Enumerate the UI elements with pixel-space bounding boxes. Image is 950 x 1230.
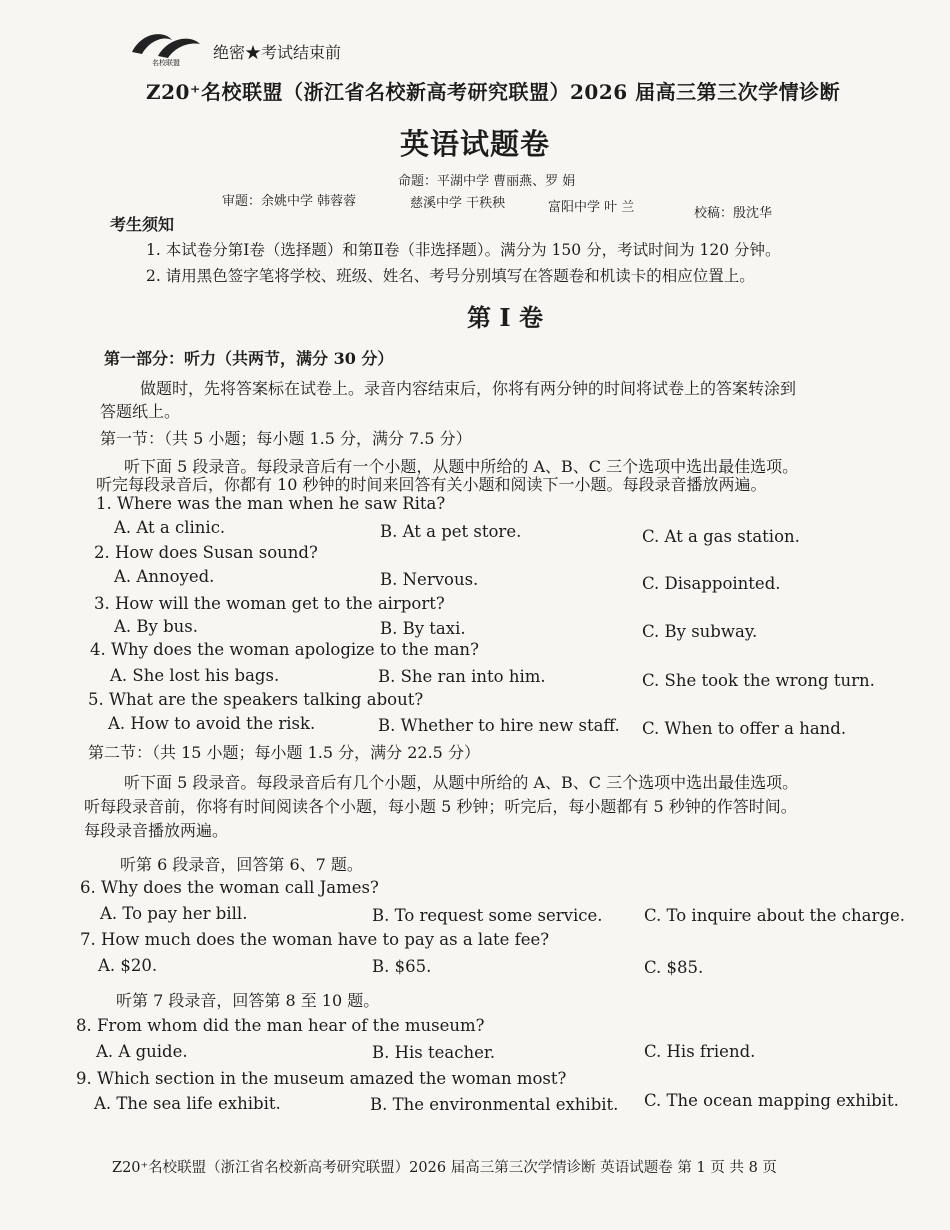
section2-title: 第二节：（共 15 小题；每小题 1.5 分，满分 22.5 分）	[88, 743, 480, 762]
section1-title: 第一节：（共 5 小题；每小题 1.5 分，满分 7.5 分）	[100, 429, 472, 448]
q4-option-b: B. She ran into him.	[378, 667, 546, 686]
group6-lead: 听第 6 段录音，回答第 6、7 题。	[120, 855, 363, 874]
alliance-logo	[128, 30, 206, 68]
notice-item-1: 1. 本试卷分第Ⅰ卷（选择题）和第Ⅱ卷（非选择题）。满分为 150 分，考试时间为 120 分钟。	[146, 241, 781, 259]
section2-instruction-1: 听下面 5 段录音。每段录音后有几个小题，从题中所给的 A、B、C 三个选项中选出最佳选项。	[124, 773, 799, 792]
question-1: 1. Where was the man when he saw Rita?	[96, 494, 446, 513]
question-8: 8. From whom did the man hear of the museum?	[76, 1016, 485, 1035]
q3-option-a: A. By bus.	[114, 617, 198, 636]
exam-main-title: Z20⁺名校联盟（浙江省名校新高考研究联盟）2026 届高三第三次学情诊断	[146, 80, 841, 104]
q5-option-b: B. Whether to hire new staff.	[378, 716, 620, 735]
q2-option-a: A. Annoyed.	[114, 567, 215, 586]
q8-option-a: A. A guide.	[96, 1042, 188, 1061]
notice-heading: 考生须知	[110, 215, 175, 234]
question-5: 5. What are the speakers talking about?	[88, 690, 424, 709]
q3-option-b: B. By taxi.	[380, 619, 466, 638]
q8-option-b: B. His teacher.	[372, 1043, 496, 1062]
q4-option-c: C. She took the wrong turn.	[642, 671, 875, 690]
q1-option-a: A. At a clinic.	[114, 518, 226, 537]
question-3: 3. How will the woman get to the airport?	[94, 594, 445, 613]
logo-text: 名校联盟	[152, 59, 180, 67]
q1-option-b: B. At a pet store.	[380, 522, 522, 541]
q4-option-a: A. She lost his bags.	[110, 666, 280, 685]
question-7: 7. How much does the woman have to pay as a late fee?	[80, 930, 550, 949]
reviewer-1: 审题：余姚中学 韩蓉蓉	[222, 194, 357, 209]
notice-item-2: 2. 请用黑色签字笔将学校、班级、姓名、考号分别填写在答题卷和机读卡的相应位置上。	[146, 267, 755, 285]
q9-option-a: A. The sea life exhibit.	[94, 1094, 281, 1113]
section2-instruction-3: 每段录音播放两遍。	[84, 821, 229, 840]
section2-instruction-2: 听每段录音前，你将有时间阅读各个小题，每小题 5 秒钟；听完后，每小题都有 5 秒钟的作答时间。	[84, 797, 797, 816]
q5-option-c: C. When to offer a hand.	[642, 719, 847, 738]
section1-instruction-2: 听完每段录音后，你都有 10 秒钟的时间来回答有关小题和阅读下一小题。每段录音播放两遍。	[96, 475, 767, 494]
subject-title: 英语试题卷	[399, 127, 550, 161]
q9-option-c: C. The ocean mapping exhibit.	[644, 1091, 899, 1110]
part1-intro-line1: 做题时，先将答案标在试卷上。录音内容结束后，你将有两分钟的时间将试卷上的答案转涂到	[140, 379, 797, 398]
part1-intro-line2: 答题纸上。	[100, 402, 181, 421]
group7-lead: 听第 7 段录音，回答第 8 至 10 题。	[116, 991, 380, 1010]
section1-instruction-1: 听下面 5 段录音。每段录音后有一个小题，从题中所给的 A、B、C 三个选项中选出最佳选项。	[124, 457, 799, 476]
q5-option-a: A. How to avoid the risk.	[108, 714, 316, 733]
q3-option-c: C. By subway.	[642, 622, 758, 641]
question-9: 9. Which section in the museum amazed the woman most?	[76, 1069, 567, 1088]
q6-option-a: A. To pay her bill.	[100, 904, 248, 923]
q6-option-b: B. To request some service.	[372, 906, 603, 925]
question-6: 6. Why does the woman call James?	[80, 878, 379, 897]
q1-option-c: C. At a gas station.	[642, 527, 800, 546]
q2-option-b: B. Nervous.	[380, 570, 479, 589]
q6-option-c: C. To inquire about the charge.	[644, 906, 905, 925]
part1-title: 第一部分：听力（共两节，满分 30 分）	[104, 349, 394, 368]
page-footer: Z20⁺名校联盟（浙江省名校新高考研究联盟）2026 届高三第三次学情诊断 英语试题卷 第 1 页 共 8 页	[112, 1160, 777, 1176]
question-4: 4. Why does the woman apologize to the man?	[90, 640, 479, 659]
question-2: 2. How does Susan sound?	[94, 543, 318, 562]
volume-title: 第 Ⅰ 卷	[467, 303, 543, 332]
q7-option-c: C. $85.	[644, 958, 704, 977]
q7-option-b: B. $65.	[372, 957, 432, 976]
q2-option-c: C. Disappointed.	[642, 574, 781, 593]
proofreader: 校稿：殷沈华	[694, 206, 773, 221]
q7-option-a: A. $20.	[98, 956, 158, 975]
reviewer-2: 慈溪中学 干秩秧	[410, 196, 506, 211]
q9-option-b: B. The environmental exhibit.	[370, 1095, 619, 1114]
confidential-label: 绝密★考试结束前	[213, 43, 342, 62]
authors-line: 命题：平湖中学 曹丽燕、罗 娟	[398, 174, 576, 189]
reviewer-3: 富阳中学 叶 兰	[548, 200, 635, 215]
q8-option-c: C. His friend.	[644, 1042, 756, 1061]
